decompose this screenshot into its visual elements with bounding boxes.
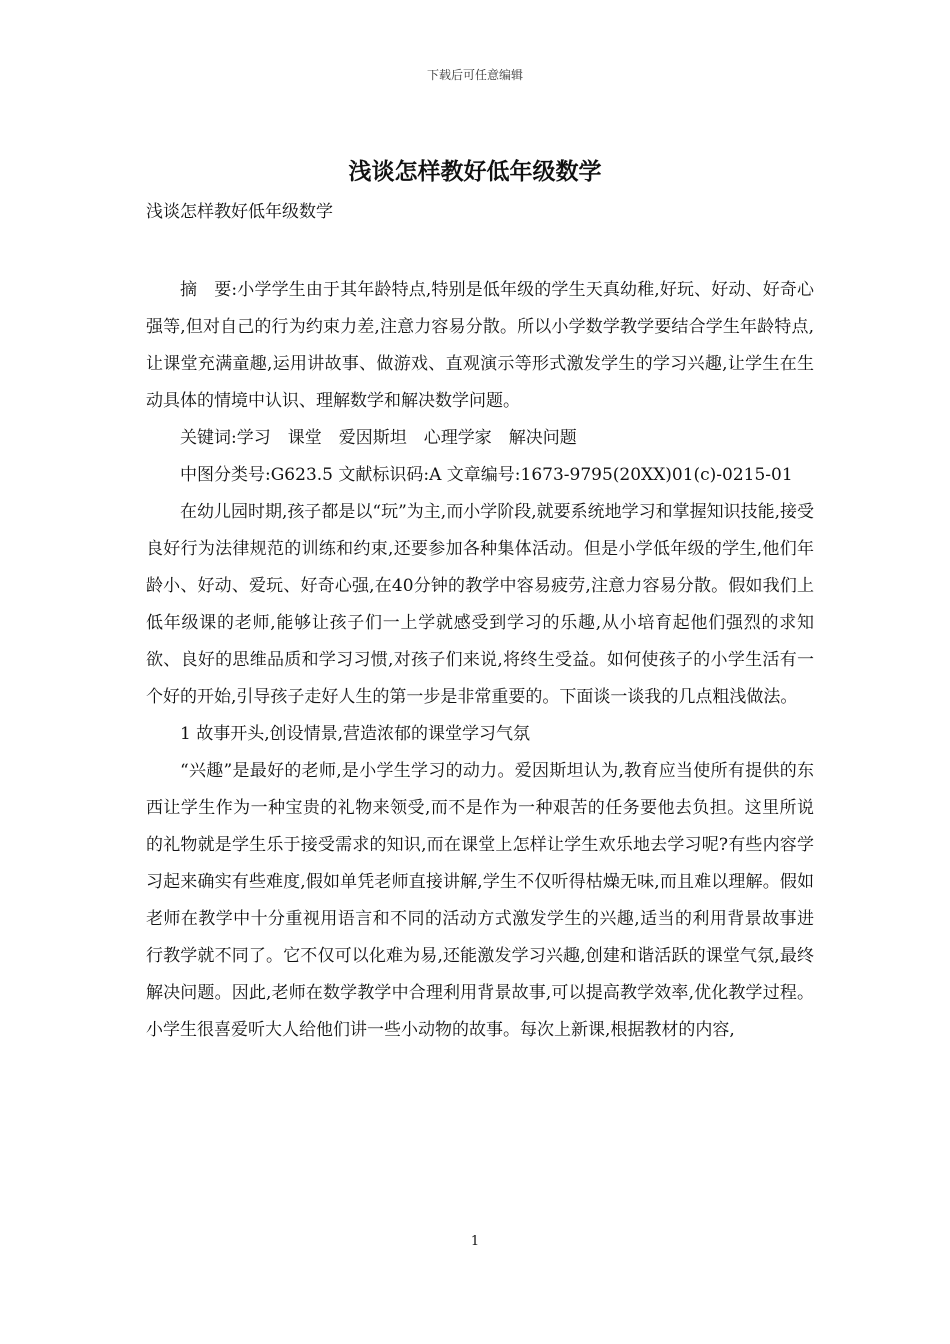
document-title: 浅谈怎样教好低年级数学 [348,158,602,185]
section-1-heading: 1 故事开头,创设情景,营造浓郁的课堂学习气氛 [180,724,531,744]
abstract-paragraph: 摘 要:小学学生由于其年龄特点,特别是低年级的学生天真幼稚,好玩、好动、好奇心强等,但对自己的行为约束力差,注意力容易分散。所以小学数学教学要结合学生年龄特点,让课堂充满童趣,运用讲故事、做游戏、直观演示等形式激发学生的学习兴趣,让学生在生动具体的情境中认识、理解数学和解决数学问题。 [146,280,814,411]
header-note: 下载后可任意编辑 [426,68,523,82]
document-body [146,272,814,1049]
page-number: 1 [470,1234,480,1249]
classification-line: 中图分类号:G623.5 文献标识码:A 文章编号:1673-9795(20XX)01(c)-0215-01 [180,465,793,485]
keywords-line: 关键词:学习 课堂 爱因斯坦 心理学家 解决问题 [180,428,577,448]
body-paragraph-2: “兴趣”是最好的老师,是小学生学习的动力。爱因斯坦认为,教育应当使所有提供的东西让学生作为一种宝贵的礼物来领受,而不是作为一种艰苦的任务要他去负担。这里所说的礼物就是学生乐于接受需求的知识,而在课堂上怎样让学生欢乐地去学习呢?有些内容学习起来确实有些难度,假如单凭老师直接讲解,学生不仅听得枯燥无味,而且难以理解。假如老师在教学中十分重视用语言和不同的活动方式激发学生的兴趣,适当的利用背景故事进行教学就不同了。它不仅可以化难为易,还能激发学习兴趣,创建和谐活跃的课堂气氛,最终解决问题。因此,老师在数学教学中合理利用背景故事,可以提高教学效率,优化教学过程。小学生很喜爱听大人给他们讲一些小动物的故事。每次上新课,根据教材的内容, [146,761,814,1040]
body-paragraph-1: 在幼儿园时期,孩子都是以“玩”为主,而小学阶段,就要系统地学习和掌握知识技能,接受良好行为法律规范的训练和约束,还要参加各种集体活动。但是小学低年级的学生,他们年龄小、好动、爱玩、好奇心强,在40分钟的教学中容易疲劳,注意力容易分散。假如我们上低年级课的老师,能够让孩子们一上学就感受到学习的乐趣,从小培育起他们强烈的求知欲、良好的思维品质和学习习惯,对孩子们来说,将终生受益。如何使孩子的小学生活有一个好的开始,引导孩子走好人生的第一步是非常重要的。下面谈一谈我的几点粗浅做法。 [146,502,814,707]
document-subtitle: 浅谈怎样教好低年级数学 [146,202,333,222]
